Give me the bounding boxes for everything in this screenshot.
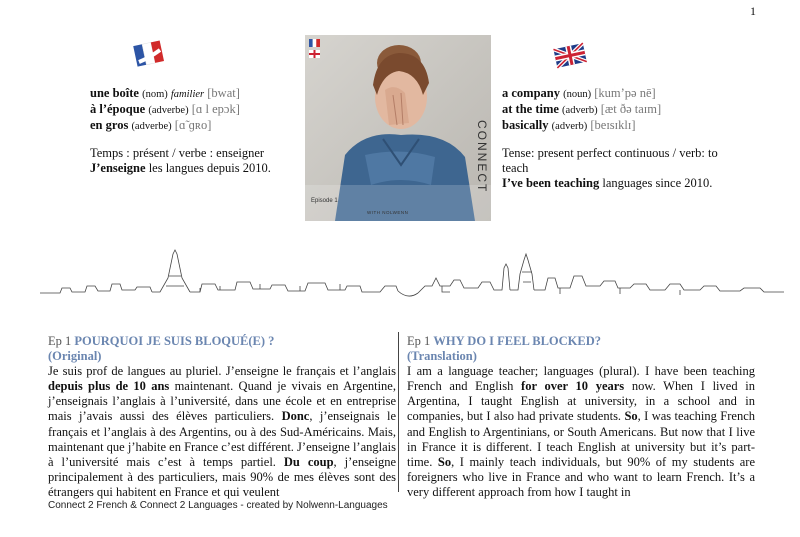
podcast-cover: [305, 35, 491, 221]
vocab-item: basically (adverb) [beɪsɪklɪ]: [502, 118, 636, 132]
translation-text-column: [407, 334, 755, 500]
example-sentence: I’ve been teaching languages since 2010.: [502, 176, 713, 190]
vocab-item: a company (noun) [kum’pə nē]: [502, 86, 656, 100]
cover-photo: [305, 35, 491, 221]
city-skyline-illustration: [40, 248, 784, 318]
cover-byline: WITH NOLWENN: [367, 210, 409, 215]
grammar-note: Temps : présent / verbe : enseigner: [90, 146, 265, 160]
original-paragraph: Je suis prof de langues au pluriel. J’enseigne le français et l’anglais depuis plus de 10 ans maintenant. Quand je vivais en Argentine, j’enseignais l’anglais à l’université, dans une école et en entreprise mais j’avais aussi des élèves particuliers. Donc, j’enseignais le français et l’anglais à des Argentins, ou à des Sud-Américains. Mais, maintenant que j’habite en France c’est différent. J’enseigne l’anglais à l’université mais c’est à temps partiel. Du coup, j’enseigne principalement à des particuliers, mais 90% de mes élèves sont des étrangers qui habitent en France et qui veulent: [48, 364, 397, 499]
page-number: 1: [750, 4, 756, 18]
uk-flag-icon: [553, 38, 587, 72]
page-footer: Connect 2 French & Connect 2 Languages - created by Nolwenn-Languages: [48, 500, 388, 511]
french-vocab-block: [90, 86, 295, 176]
cover-brand: CONNECT: [475, 120, 489, 194]
section-subheading: (Original): [48, 349, 102, 364]
vocab-item: une boîte (nom) familier [bwat]: [90, 86, 240, 100]
column-divider: [398, 332, 399, 492]
section-heading: Ep 1 POURQUOI JE SUIS BLOQUÉ(E) ?: [48, 334, 275, 348]
vocab-item: en gros (adverbe) [ɑ̃ ɡʀo]: [90, 118, 212, 132]
original-text-column: [48, 334, 396, 500]
vocab-item: at the time (adverb) [æt ðə taɪm]: [502, 102, 662, 116]
example-sentence: J’enseigne les langues depuis 2010.: [90, 161, 271, 175]
cover-episode: Episode 1: [311, 198, 338, 204]
french-flag-icon: [132, 36, 166, 70]
section-heading: Ep 1 WHY DO I FEEL BLOCKED?: [407, 334, 602, 348]
uk-flag-icon: [309, 50, 320, 58]
translation-paragraph: I am a language teacher; languages (plural). I have been teaching French and English for over 10 years now. When I lived in Argentina, I taught English at university, in a school and in companies, but I also had private students. So, I was teaching French and English to Argentinians, or South Americans. But now that I live in France it is different. I teach English at university but it’s part-time. So, I mainly teach individuals, but 90% of my students are foreigners who live in France and who want to learn French. It’s a very different approach from how I taught in: [407, 364, 756, 499]
grammar-note: Tense: present perfect continuous / verb: to teach: [502, 146, 718, 175]
french-flag-icon: [309, 39, 320, 47]
english-vocab-block: [502, 86, 742, 191]
section-subheading: (Translation): [407, 349, 477, 364]
vocab-item: à l’époque (adverbe) [ɑ l epɔk]: [90, 102, 240, 116]
cover-flags: [309, 39, 320, 61]
